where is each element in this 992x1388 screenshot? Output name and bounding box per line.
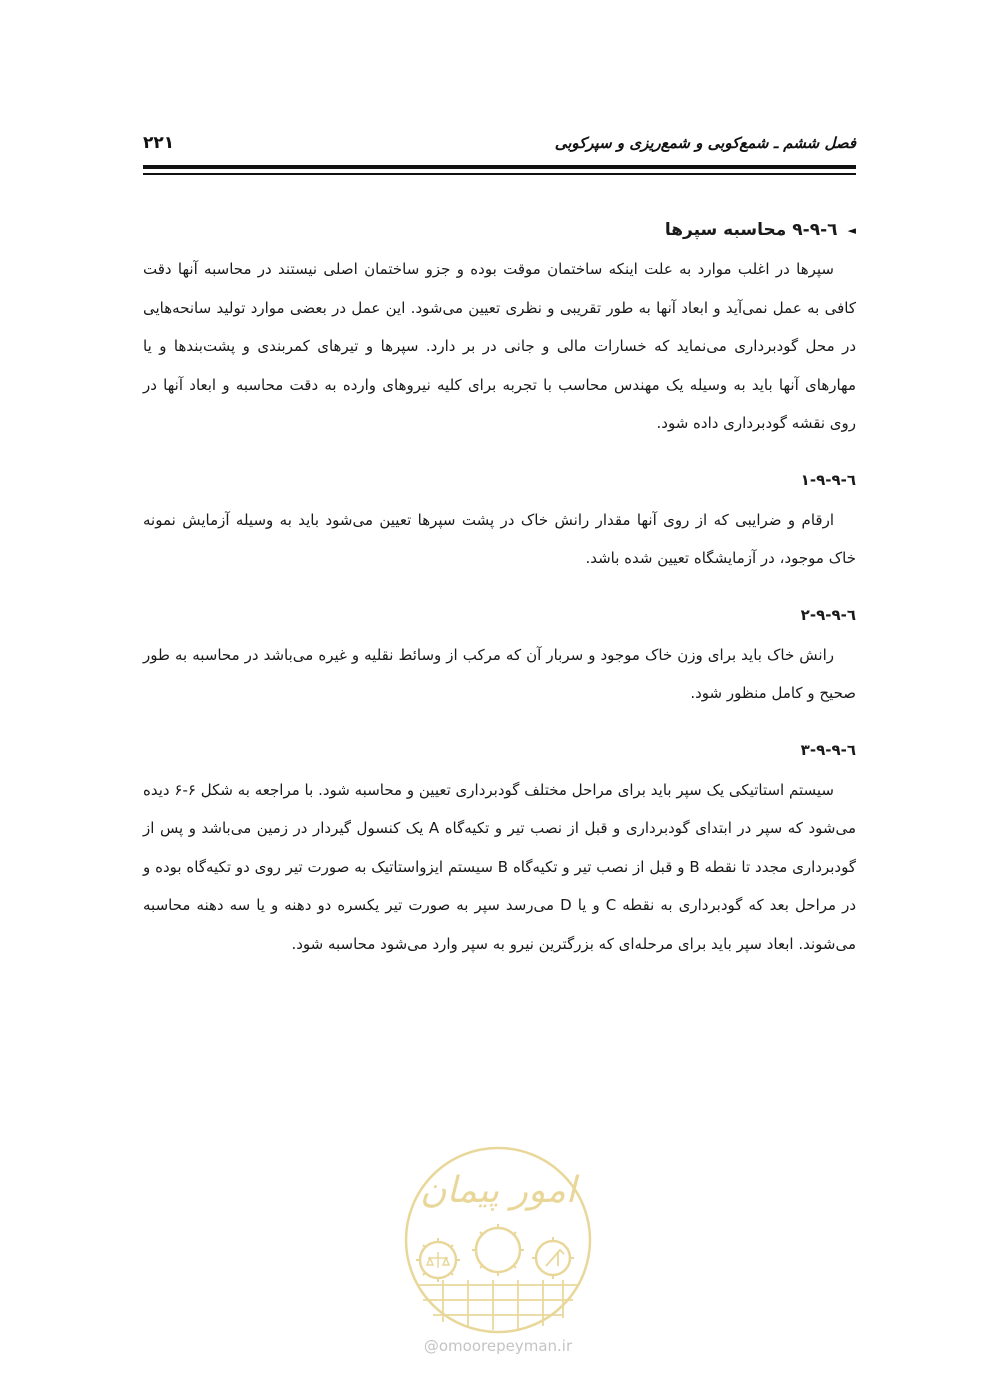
chapter-title: فصل ششم ـ شمع‌کوبی و شمع‌ریزی و سپرکوبی bbox=[554, 134, 856, 152]
triangle-bullet-icon: ◄ bbox=[847, 223, 856, 237]
section-heading bbox=[143, 212, 856, 248]
section-heading-text: ٦-٩-٩ محاسبه سپرها bbox=[664, 220, 838, 240]
subsection-number: ٦-٩-٩-٣ bbox=[800, 740, 856, 759]
header-rule-thin bbox=[143, 173, 856, 175]
subsection-number: ٦-٩-٩-٢ bbox=[800, 605, 856, 624]
intro-paragraph: سپرها در اغلب موارد به علت اینکه ساختمان موقت بوده و جزو ساختمان اصلی نیستند در محاسبه آنها دقت کافی به عمل نمی‌آید و ابعاد آنها به طور تقریبی و نظری تعیین می‌شود. این عمل در بعضی موارد تولید سانحه‌هایی در محل گودبرداری می‌نماید که خسارات مالی و جانی در بر دارد. سپرها و تیرهای کمربندی و پشت‌بندها و یا مهارهای آنها باید به وسیله یک مهندس محاسب با تجربه برای کلیه نیروهای وارده به دقت محاسبه و ابعاد آنها در روی نقشه گودبرداری داده شود. bbox=[143, 260, 856, 432]
watermark-logo bbox=[388, 1140, 608, 1365]
watermark-url: @omoorepeyman.ir bbox=[423, 1337, 573, 1355]
watermark-logo-text: امور پیمان bbox=[420, 1170, 576, 1211]
page-number: ۲۲۱ bbox=[143, 133, 175, 153]
subsection-paragraph: سیستم استاتیکی یک سپر باید برای مراحل مختلف گودبرداری تعیین و محاسبه شود. با مراجعه به شکل ۶-۶ دیده می‌شود که سپر در ابتدای گودبرداری و قبل از نصب تیر و تکیه‌گاه A یک کنسول گیردار در زمین می‌باشد و پس از گودبرداری مجدد تا نقطه B و قبل از نصب تیر و تکیه‌گاه B سیستم ایزواستاتیک به صورت تیر روی دو تکیه‌گاه بوده و در مراحل بعد که گودبرداری به نقطه C و یا D می‌رسد سپر به صورت تیر یکسره دو دهنه و یا سه دهنه محاسبه می‌شوند. ابعاد سپر باید برای مرحله‌ای که بزرگترین نیرو به سپر وارد می‌شود محاسبه شود. bbox=[143, 780, 857, 953]
subsection-paragraph: ارقام و ضرایبی که از روی آنها مقدار رانش خاک در پشت سپرها تعیین می‌شود باید به وسیله آزمایش نمونه خاک موجود، در آزمایشگاه تعیین شده باشد. bbox=[143, 510, 856, 567]
header-rule-thick bbox=[143, 165, 856, 169]
running-header bbox=[143, 128, 856, 158]
subsection-paragraph: رانش خاک باید برای وزن خاک موجود و سربار آن که مرکب از وسائط نقلیه و غیره می‌باشد در محاسبه به طور صحیح و کامل منظور شود. bbox=[143, 645, 856, 702]
page-content bbox=[143, 212, 856, 963]
subsection-number: ٦-٩-٩-١ bbox=[800, 470, 856, 489]
watermark-seal-icon bbox=[388, 1140, 608, 1335]
